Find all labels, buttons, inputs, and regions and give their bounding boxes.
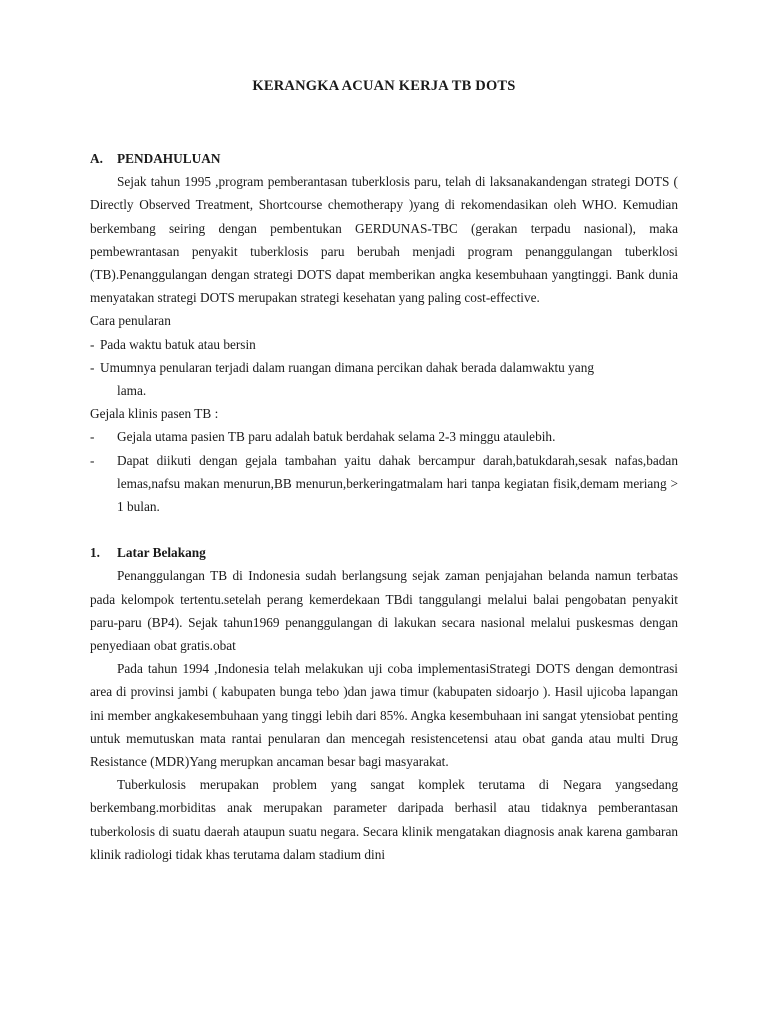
list-item <box>90 356 678 379</box>
list-item <box>90 425 678 448</box>
section-1-number: 1. <box>90 545 100 561</box>
section-spacer <box>90 518 678 541</box>
list-dash: - <box>90 359 95 375</box>
background-paragraph-1: Penanggulangan TB di Indonesia sudah berlangsung sejak zaman penjajahan belanda namun terbatas pada kelompok tertentu.setelah perang kemerdekaan TBdi tanggulangi melalui balai pengobatan penyakit paru-paru (BP4). Sejak tahun1969 penanggulangan di lakukan secara nasional melalui puskesmas dengan penyediaan obat gratis.obat <box>90 568 678 654</box>
transmission-item-1: Pada waktu batuk atau bersin <box>100 336 256 352</box>
document-title: KERANGKA ACUAN KERJA TB DOTS <box>252 78 516 94</box>
section-a-number: A. <box>90 151 103 166</box>
transmission-item-2: Umumnya penularan terjadi dalam ruangan dimana percikan dahak berada dalamwaktu yang <box>100 359 594 375</box>
section-a-heading <box>90 147 678 170</box>
document-body <box>90 147 678 866</box>
symptoms-label: Gejala klinis pasen TB : <box>90 406 219 422</box>
list-dash: - <box>90 429 95 445</box>
transmission-label: Cara penularan <box>90 313 171 329</box>
list-item <box>90 333 678 356</box>
list-dash: - <box>90 452 95 468</box>
background-paragraph-2: Pada tahun 1994 ,Indonesia telah melakukan uji coba implementasiStrategi DOTS dengan demontrasi area di provinsi jambi ( kabupaten bunga tebo )dan jawa timur (kabupaten sidoarjo ). Hasil ujicoba lapangan ini member angkakesembuhaan yang tinggi lebih dari 85%. Angka kesembuhaan ini sangat ytensiobat penting untuk memutuskan mata rantai penularan dan mencegah resistencetensi atau obat ganda atau multi Drug Resistance (MDR)Yang merupkan ancaman besar bagi masyarakat. <box>90 661 678 770</box>
list-item <box>90 449 678 519</box>
symptom-item-1: Gejala utama pasien TB paru adalah batuk berdahak selama 2-3 minggu ataulebih. <box>117 429 556 445</box>
transmission-item-2-continuation: lama. <box>117 383 147 399</box>
intro-paragraph: Sejak tahun 1995 ,program pemberantasan tuberklosis paru, telah di laksanakandengan strategi DOTS ( Directly Observed Treatment, Shortcourse chemotherapy )yang di rekomendasikan oleh WHO. Kemudian berkembang seiring dengan pembentukan GERDUNAS-TBC (gerakan terpadu nasional), maka pembewrantasan penyakit tuberklosis paru berubah menjadi program penanggulangan tuberklosi (TB).Penanggulangan dengan strategi DOTS dapat memberikan angka kesembuhaan yangtinggi. Bank dunia menyatakan strategi DOTS merupakan strategi kesehatan yang paling cost-effective. <box>90 174 678 306</box>
section-1-heading <box>90 541 678 564</box>
background-paragraph-3: Tuberkulosis merupakan problem yang sangat komplek terutama di Negara yangsedang berkembang.morbiditas anak merupakan parameter daripada berhasil atau tidaknya pemberantasan tuberkolosis di suatu daerah ataupun suatu negara. Secara klinik mengatakan diagnosis anak karena gambaran klinik radiologi tidak khas terutama dalam stadium dini <box>90 777 678 862</box>
list-dash: - <box>90 336 95 352</box>
symptom-item-2: Dapat diikuti dengan gejala tambahan yaitu dahak bercampur darah,batukdarah,sesak nafas,badan lemas,nafsu makan menurun,BB menurun,berkeringatmalam hari tanpa kegiatan fisik,demam meriang > 1 bulan. <box>117 452 678 515</box>
section-1-title: Latar Belakang <box>117 545 206 561</box>
section-a-title: PENDAHULUAN <box>117 151 221 166</box>
